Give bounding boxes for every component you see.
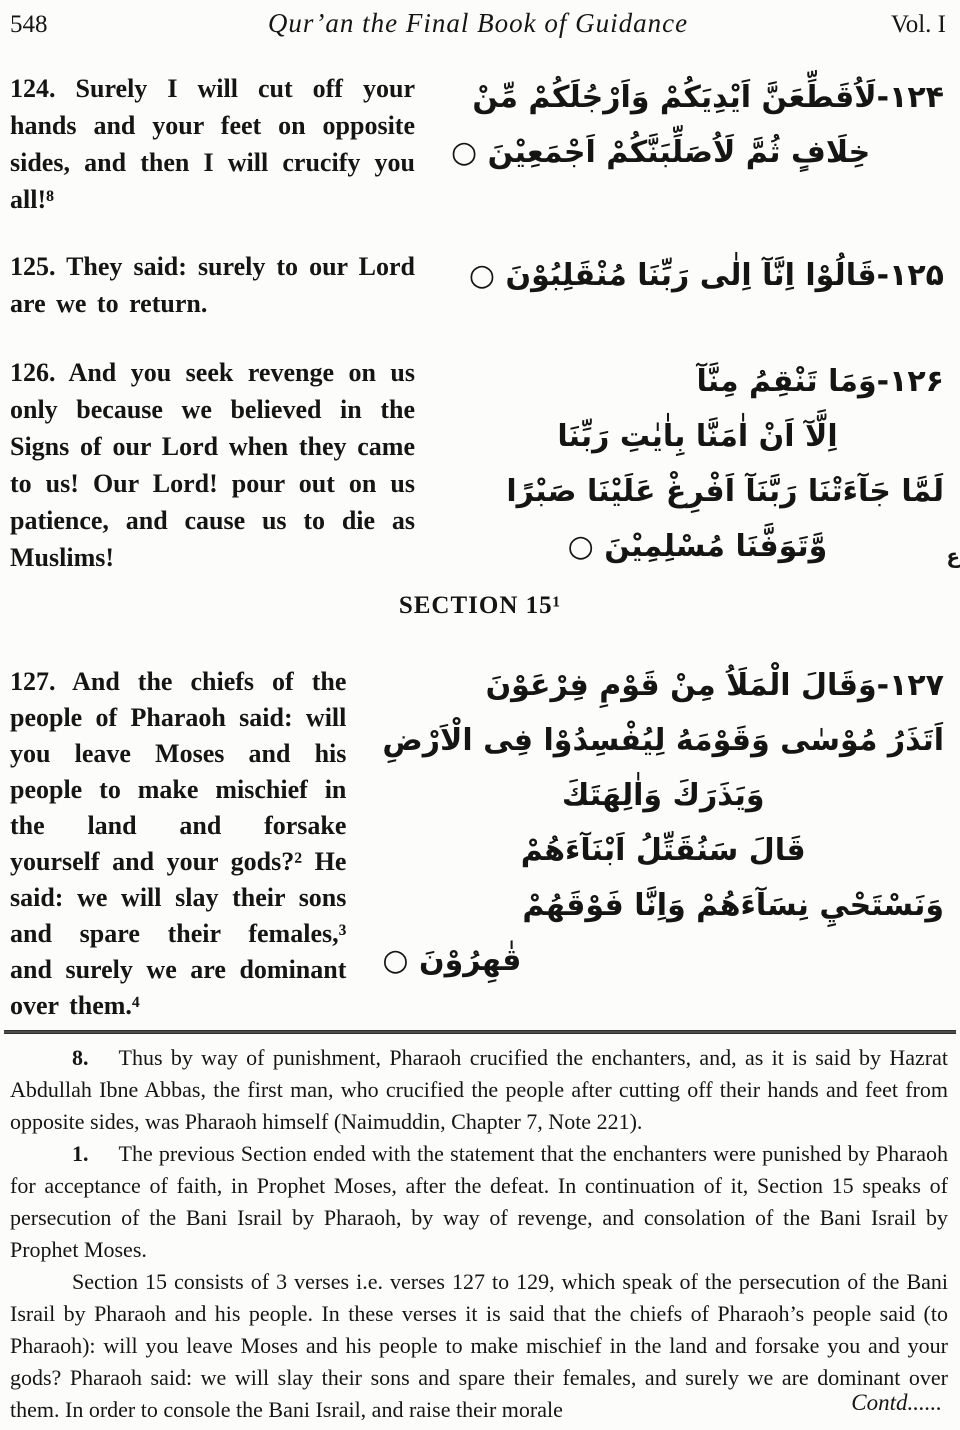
- arabic-line: لَمَّا جَآءَتْنَا رَبَّنَآ اَفْرِغْ عَلَيْنَا صَبْرًا: [506, 474, 944, 509]
- verse-arabic-text: [425, 248, 960, 303]
- page-header: [0, 8, 960, 44]
- ruku-marker: ع: [946, 544, 960, 568]
- verses-before-section: [0, 70, 960, 582]
- volume-label: Vol. I: [890, 11, 946, 38]
- footnote-text: The previous Section ended with the statement that the enchanters were punished by Pharaoh for acceptance of faith, in Prophet Moses, after the defeat. In continuation of it, Section 15 speaks of persecution of the Bani Israil by Pharaoh, by way of revenge, and consolation of the Bani Israil by Prophet Moses.: [10, 1141, 948, 1262]
- verse-arabic-text: [425, 70, 960, 180]
- section-heading: SECTION 15¹: [398, 592, 562, 619]
- footnote-text: Section 15 consists of 3 verses i.e. verses 127 to 129, which speak of the persecution of the Bani Israil by Pharaoh and his people. In these verses it is said that the chiefs of Pharaoh’s people said (to Pharaoh): will you leave Moses and his people to make mischief in the land and forsake you and your gods? Pharaoh said: we will slay their sons and spare their females, and surely we are dominant over them. In order to console the Bani Israil, and raise their morale: [10, 1269, 948, 1422]
- footnote-paragraph: [10, 1266, 948, 1426]
- arabic-line: وَنَسْتَحْيِ نِسَآءَهُمْ وَاِنَّا فَوْقَهُمْ: [522, 888, 944, 923]
- verse-row: [0, 248, 960, 326]
- footnote-text: Thus by way of punishment, Pharaoh crucified the enchanters, and, as it is said by Hazrat Abdullah Ibne Abbas, the first man, who crucified the people after cutting off their hands and feet from opposite sides, was Pharaoh himself (Naimuddin, Chapter 7, Note 221).: [10, 1045, 948, 1134]
- verse-row: [0, 70, 960, 218]
- verse-arabic-text: [425, 354, 960, 574]
- verses-after-section: [0, 658, 960, 1024]
- arabic-line: ۱۲۴-لَاُقَطِّعَنَّ اَيْدِيَكُمْ وَاَرْجُلَكُمْ مِّنْ: [472, 80, 944, 115]
- footnote-paragraph: [10, 1138, 948, 1266]
- verse-row: [0, 658, 960, 1024]
- verse-english-text: 125. They said: surely to our Lord are we to return.: [10, 252, 415, 318]
- arabic-line: قٰهِرُوْنَ ○: [382, 943, 522, 978]
- footnote-number: 1.: [72, 1141, 89, 1166]
- verse-row: [0, 354, 960, 582]
- page-number: 548: [10, 11, 48, 38]
- arabic-line: وَيَذَرَكَ وَاٰلِهَتَكَ: [561, 778, 765, 813]
- arabic-line: ۱۲۶-وَمَا تَنْقِمُ مِنَّآ: [696, 364, 944, 399]
- arabic-line: اَتَذَرُ مُوْسٰى وَقَوْمَهُ لِيُفْسِدُوْا فِى الْاَرْضِ: [382, 723, 944, 758]
- footnote-number: 8.: [72, 1045, 89, 1070]
- arabic-line: وَّتَوَفَّنَا مُسْلِمِيْنَ ○: [567, 529, 828, 564]
- verse-english-text: 126. And you seek revenge on us only because we believed in the Signs of our Lord when they came to us! Our Lord! pour out on us patience, and cause us to die as Muslims!: [10, 358, 415, 572]
- verse-english-text: 127. And the chiefs of the people of Pharaoh said: will you leave Moses and his people to make mischief in the land and forsake yourself and your gods?² He said: we will slay their sons and spare their females,³ and surely we are dominant over them.⁴: [10, 667, 347, 1020]
- arabic-line: ۱۲۵-قَالُوْا اِنَّآ اِلٰى رَبِّنَا مُنْقَلِبُوْنَ ○: [468, 258, 944, 293]
- footnotes-block: [0, 1034, 960, 1426]
- arabic-line: خِلَافٍ ثُمَّ لَاُصَلِّبَنَّكُمْ اَجْمَعِيْنَ ○: [451, 135, 871, 170]
- arabic-line: قَالَ سَنُقَتِّلُ اَبْنَآءَهُمْ: [520, 833, 806, 868]
- book-title: Qur’an the Final Book of Guidance: [267, 8, 689, 38]
- verse-english-text: 124. Surely I will cut off your hands and your feet on opposite sides, and then I will crucify you all!⁸: [10, 74, 415, 214]
- arabic-line: ۱۲۷-وَقَالَ الْمَلَاُ مِنْ قَوْمِ فِرْعَوْنَ: [485, 668, 944, 703]
- footnote-paragraph: [10, 1042, 948, 1138]
- arabic-line: اِلَّآ اَنْ اٰمَنَّا بِاٰيٰتِ رَبِّنَا: [557, 419, 838, 454]
- verse-arabic-text: [356, 658, 960, 988]
- contd-label: Contd......: [851, 1390, 942, 1415]
